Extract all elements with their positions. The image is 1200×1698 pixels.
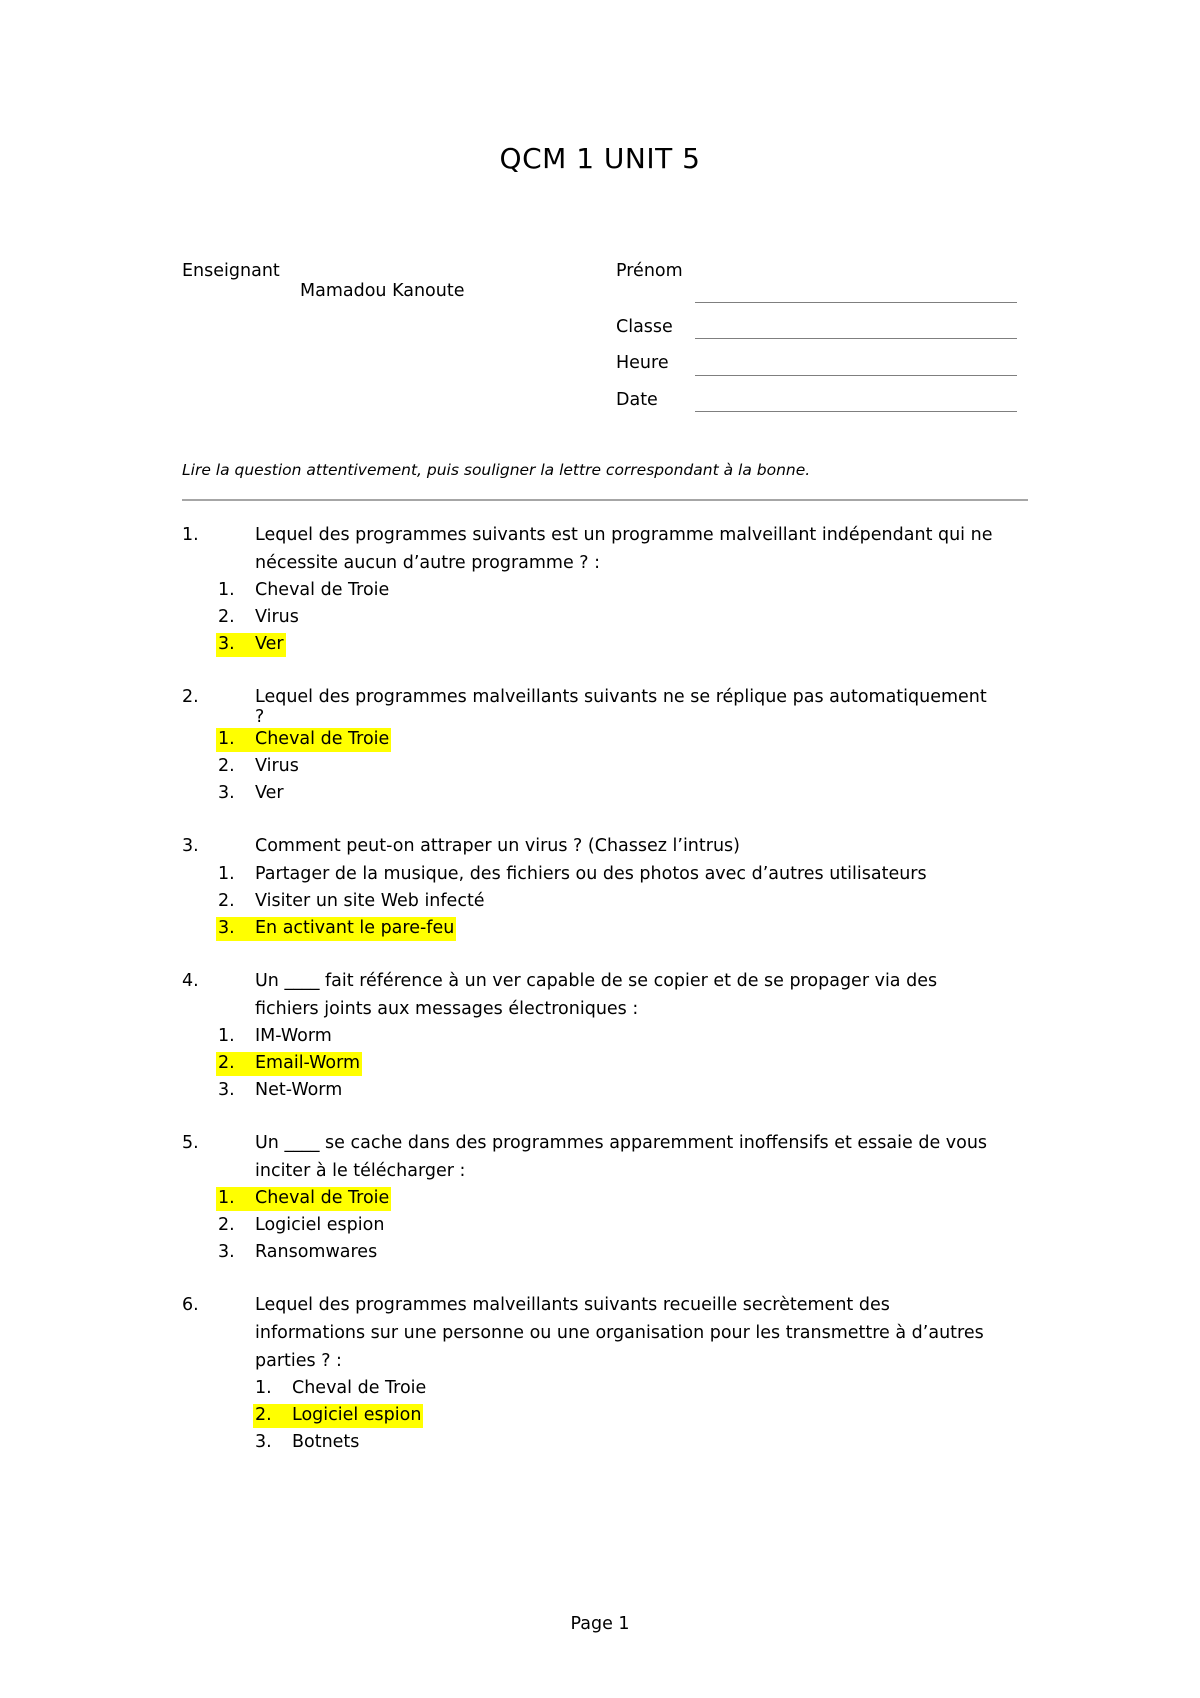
divider (182, 499, 1028, 501)
question-number: 2. (182, 687, 199, 707)
answer-option[interactable]: Cheval de Troie (255, 580, 390, 600)
answer-option[interactable]: IM-Worm (255, 1026, 332, 1046)
question-text: Comment peut-on attraper un virus ? (Chassez l’intrus) (255, 836, 740, 856)
option-number: 2. (218, 756, 235, 776)
heure-field[interactable] (695, 375, 1017, 376)
instruction-text: Lire la question attentivement, puis souligner la lettre correspondant à la bonne. (182, 461, 811, 479)
option-number: 2. (218, 607, 235, 627)
prenom-label: Prénom (616, 261, 683, 281)
answer-option[interactable]: Partager de la musique, des fichiers ou des photos avec d’autres utilisateurs (255, 864, 927, 884)
answer-option[interactable]: Logiciel espion (255, 1215, 385, 1235)
classe-field[interactable] (695, 338, 1017, 339)
option-number: 1. (218, 864, 235, 884)
question-text: Lequel des programmes suivants est un programme malveillant indépendant qui ne (255, 525, 993, 545)
question-number: 1. (182, 525, 199, 545)
option-number: 3. (218, 1080, 235, 1100)
teacher-label: Enseignant (182, 261, 280, 281)
option-number: 2. (218, 1053, 235, 1073)
option-number: 3. (255, 1432, 272, 1452)
answer-option[interactable]: Ver (255, 634, 284, 654)
answer-option[interactable]: Logiciel espion (292, 1405, 422, 1425)
option-number: 1. (218, 1026, 235, 1046)
option-number: 2. (218, 1215, 235, 1235)
option-number: 1. (218, 580, 235, 600)
option-number: 2. (255, 1405, 272, 1425)
answer-option[interactable]: Cheval de Troie (255, 1188, 390, 1208)
option-number: 1. (218, 1188, 235, 1208)
answer-option[interactable]: Ver (255, 783, 284, 803)
answer-option[interactable]: Virus (255, 756, 299, 776)
question-text: Un ____ fait référence à un ver capable de se copier et de se propager via des (255, 971, 938, 991)
answer-option[interactable]: Email-Worm (255, 1053, 361, 1073)
page-number: Page 1 (570, 1614, 630, 1634)
option-number: 3. (218, 918, 235, 938)
answer-option[interactable]: Virus (255, 607, 299, 627)
question-text: informations sur une personne ou une organisation pour les transmettre à d’autres (255, 1323, 984, 1343)
classe-label: Classe (616, 317, 673, 337)
question-text: Lequel des programmes malveillants suivants recueille secrètement des (255, 1295, 890, 1315)
option-number: 3. (218, 1242, 235, 1262)
question-text: Lequel des programmes malveillants suivants ne se réplique pas automatiquement (255, 687, 987, 707)
heure-label: Heure (616, 353, 669, 373)
document-title: QCM 1 UNIT 5 (499, 142, 701, 175)
date-field[interactable] (695, 411, 1017, 412)
option-number: 3. (218, 634, 235, 654)
answer-option[interactable]: Ransomwares (255, 1242, 378, 1262)
prenom-field[interactable] (695, 302, 1017, 303)
question-text: inciter à le télécharger : (255, 1161, 466, 1181)
question-text: parties ? : (255, 1351, 342, 1371)
answer-option[interactable]: En activant le pare-feu (255, 918, 455, 938)
question-text: Un ____ se cache dans des programmes apparemment inoffensifs et essaie de vous (255, 1133, 988, 1153)
option-number: 1. (255, 1378, 272, 1398)
question-text: ? (255, 707, 265, 727)
question-text: fichiers joints aux messages électroniques : (255, 999, 639, 1019)
question-number: 4. (182, 971, 199, 991)
question-number: 5. (182, 1133, 199, 1153)
option-number: 2. (218, 891, 235, 911)
teacher-name: Mamadou Kanoute (300, 281, 465, 301)
answer-option[interactable]: Visiter un site Web infecté (255, 891, 485, 911)
option-number: 3. (218, 783, 235, 803)
question-text: nécessite aucun d’autre programme ? : (255, 553, 601, 573)
answer-option[interactable]: Cheval de Troie (292, 1378, 427, 1398)
answer-option[interactable]: Cheval de Troie (255, 729, 390, 749)
answer-option[interactable]: Net-Worm (255, 1080, 343, 1100)
question-number: 6. (182, 1295, 199, 1315)
option-number: 1. (218, 729, 235, 749)
answer-option[interactable]: Botnets (292, 1432, 360, 1452)
date-label: Date (616, 390, 658, 410)
question-number: 3. (182, 836, 199, 856)
